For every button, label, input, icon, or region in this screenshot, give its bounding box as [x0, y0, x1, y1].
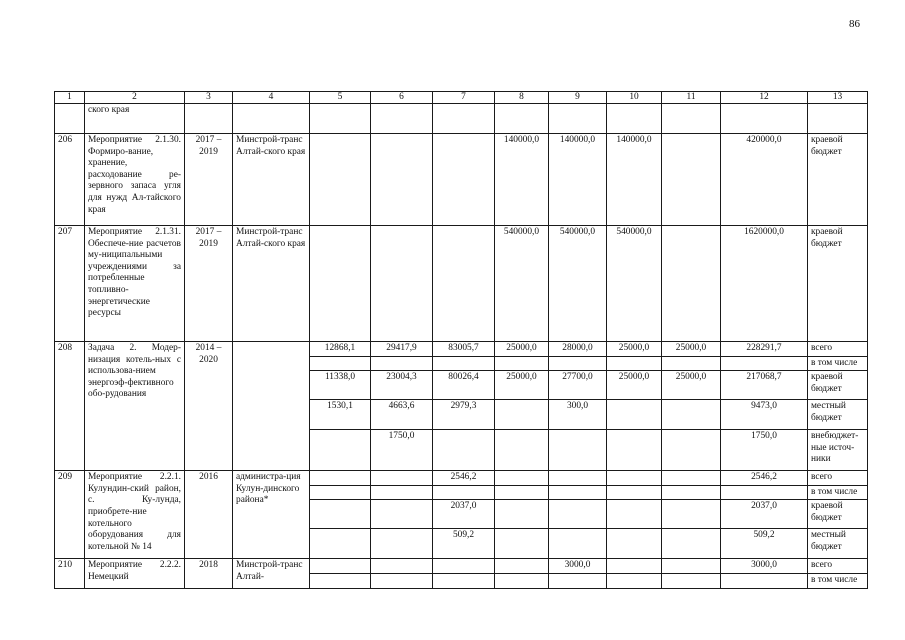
amount-cell [721, 356, 808, 371]
funding-source: краевой бюджет [808, 134, 868, 226]
row-number: 208 [55, 342, 85, 471]
amount-cell [495, 400, 549, 430]
amount-cell: 80026,4 [433, 371, 495, 400]
table-cell [55, 104, 85, 134]
amount-cell [433, 559, 495, 574]
amount-cell: 1750,0 [721, 430, 808, 471]
row-period: 2017 – 2019 [185, 134, 233, 226]
amount-cell [310, 430, 371, 471]
amount-cell: 83005,7 [433, 342, 495, 357]
amount-cell [549, 573, 607, 588]
amount-cell [495, 573, 549, 588]
amount-cell [607, 430, 662, 471]
amount-cell: 23004,3 [371, 371, 433, 400]
amount-cell [607, 573, 662, 588]
amount-cell [662, 559, 721, 574]
amount-cell [549, 485, 607, 500]
amount-cell [371, 134, 433, 226]
amount-cell [721, 485, 808, 500]
amount-cell [549, 356, 607, 371]
table-cell [371, 104, 433, 134]
amount-cell [662, 356, 721, 371]
table-cell [808, 104, 868, 134]
amount-cell [662, 529, 721, 559]
amount-cell: 540000,0 [607, 226, 662, 342]
row-period: 2014 – 2020 [185, 342, 233, 471]
column-header: 4 [233, 92, 310, 104]
amount-cell [662, 573, 721, 588]
amount-cell: 509,2 [721, 529, 808, 559]
amount-cell [433, 134, 495, 226]
amount-cell [371, 356, 433, 371]
funding-source: в том числе [808, 573, 868, 588]
amount-cell [662, 400, 721, 430]
column-header: 3 [185, 92, 233, 104]
row-period: 2017 – 2019 [185, 226, 233, 342]
column-header: 10 [607, 92, 662, 104]
row-number: 210 [55, 559, 85, 588]
amount-cell [721, 573, 808, 588]
table-cell [662, 104, 721, 134]
row-name: Мероприятие 2.1.30. Формиро-вание, хранение, расходование ре-зервного запаса угля для нужд Ал-тайского края [85, 134, 185, 226]
amount-cell [607, 471, 662, 486]
column-header: 13 [808, 92, 868, 104]
column-header: 1 [55, 92, 85, 104]
amount-cell: 4663,6 [371, 400, 433, 430]
budget-table [54, 91, 868, 589]
amount-cell [549, 500, 607, 529]
funding-source: краевой бюджет [808, 226, 868, 342]
amount-cell: 420000,0 [721, 134, 808, 226]
table-row [55, 226, 868, 342]
amount-cell [495, 471, 549, 486]
continuation-row [55, 104, 868, 134]
amount-cell: 25000,0 [662, 371, 721, 400]
amount-cell [433, 573, 495, 588]
amount-cell [607, 485, 662, 500]
column-header: 7 [433, 92, 495, 104]
amount-cell: 140000,0 [549, 134, 607, 226]
amount-cell [607, 400, 662, 430]
amount-cell [310, 559, 371, 574]
amount-cell: 540000,0 [549, 226, 607, 342]
amount-cell [310, 356, 371, 371]
amount-cell: 509,2 [433, 529, 495, 559]
amount-cell [495, 559, 549, 574]
amount-cell [662, 134, 721, 226]
amount-cell: 25000,0 [607, 371, 662, 400]
amount-cell: 2979,3 [433, 400, 495, 430]
amount-cell [310, 529, 371, 559]
amount-cell: 140000,0 [607, 134, 662, 226]
table-cell [721, 104, 808, 134]
amount-cell: 11338,0 [310, 371, 371, 400]
amount-cell: 28000,0 [549, 342, 607, 357]
amount-cell [662, 500, 721, 529]
amount-cell [549, 430, 607, 471]
row-name: Мероприятие 2.1.31. Обеспече-ние расчетов му-ниципальными учреждениями за потребленные топливно-энергетические ресурсы [85, 226, 185, 342]
funding-source: краевой бюджет [808, 500, 868, 529]
funding-source: местный бюджет [808, 400, 868, 430]
amount-cell [495, 500, 549, 529]
amount-cell: 228291,7 [721, 342, 808, 357]
amount-cell [433, 430, 495, 471]
column-header: 9 [549, 92, 607, 104]
table-cell [495, 104, 549, 134]
amount-cell: 3000,0 [721, 559, 808, 574]
table-row [55, 134, 868, 226]
amount-cell: 2546,2 [433, 471, 495, 486]
table-row [55, 559, 868, 574]
amount-cell [495, 430, 549, 471]
row-executor: Минстрой-транс Алтай-ского края [233, 226, 310, 342]
amount-cell: 27700,0 [549, 371, 607, 400]
amount-cell: 2546,2 [721, 471, 808, 486]
amount-cell [310, 226, 371, 342]
column-header: 8 [495, 92, 549, 104]
amount-cell [549, 471, 607, 486]
row-period: 2018 [185, 559, 233, 588]
row-executor: Минстрой-транс Алтай- [233, 559, 310, 588]
funding-source: всего [808, 471, 868, 486]
row-number: 207 [55, 226, 85, 342]
row-name: Мероприятие 2.2.1. Кулундин-ский район, с. Ку-лунда, приобрете-ние котельного оборудования для котельной № 14 [85, 471, 185, 559]
amount-cell: 1750,0 [371, 430, 433, 471]
table-row [55, 342, 868, 357]
amount-cell [607, 500, 662, 529]
table-cell [185, 104, 233, 134]
amount-cell [371, 226, 433, 342]
table-cell [549, 104, 607, 134]
row-number: 206 [55, 134, 85, 226]
funding-source: всего [808, 342, 868, 357]
amount-cell: 2037,0 [721, 500, 808, 529]
row-executor: Минстрой-транс Алтай-ского края [233, 134, 310, 226]
row-number: 209 [55, 471, 85, 559]
column-header: 2 [85, 92, 185, 104]
amount-cell [433, 226, 495, 342]
table-cell [607, 104, 662, 134]
amount-cell: 9473,0 [721, 400, 808, 430]
amount-cell: 1620000,0 [721, 226, 808, 342]
column-header: 5 [310, 92, 371, 104]
amount-cell [310, 471, 371, 486]
amount-cell [495, 529, 549, 559]
funding-source: краевой бюджет [808, 371, 868, 400]
row-period: 2016 [185, 471, 233, 559]
amount-cell: 300,0 [549, 400, 607, 430]
amount-cell: 25000,0 [607, 342, 662, 357]
amount-cell [549, 529, 607, 559]
table-cell [310, 104, 371, 134]
amount-cell: 2037,0 [433, 500, 495, 529]
table-cell [233, 104, 310, 134]
funding-source: в том числе [808, 356, 868, 371]
funding-source: в том числе [808, 485, 868, 500]
amount-cell [371, 559, 433, 574]
amount-cell [371, 485, 433, 500]
funding-source: внебюджет-ные источ-ники [808, 430, 868, 471]
amount-cell [607, 356, 662, 371]
row-name: Задача 2. Модер-низация котель-ных с использова-нием энергоэф-фективного обо-рудования [85, 342, 185, 471]
column-header: 12 [721, 92, 808, 104]
amount-cell: 29417,9 [371, 342, 433, 357]
funding-source: местный бюджет [808, 529, 868, 559]
amount-cell [310, 500, 371, 529]
amount-cell [371, 500, 433, 529]
row-name: Мероприятие 2.2.2. Немецкий [85, 559, 185, 588]
amount-cell: 3000,0 [549, 559, 607, 574]
amount-cell [433, 356, 495, 371]
amount-cell [607, 529, 662, 559]
amount-cell [662, 226, 721, 342]
header-row [55, 92, 868, 104]
amount-cell [310, 573, 371, 588]
funding-source: всего [808, 559, 868, 574]
amount-cell [371, 529, 433, 559]
column-header: 6 [371, 92, 433, 104]
amount-cell [607, 559, 662, 574]
row-executor: администра-ция Кулун-динского района* [233, 471, 310, 559]
page-number: 86 [849, 18, 860, 30]
amount-cell: 25000,0 [495, 371, 549, 400]
row-executor [233, 342, 310, 471]
amount-cell: 540000,0 [495, 226, 549, 342]
table-cell-name: ского края [85, 104, 185, 134]
amount-cell: 25000,0 [662, 342, 721, 357]
amount-cell [662, 485, 721, 500]
amount-cell [433, 485, 495, 500]
amount-cell: 217068,7 [721, 371, 808, 400]
table-row [55, 471, 868, 486]
amount-cell: 25000,0 [495, 342, 549, 357]
amount-cell [495, 356, 549, 371]
amount-cell [310, 485, 371, 500]
amount-cell: 140000,0 [495, 134, 549, 226]
amount-cell [371, 573, 433, 588]
amount-cell [371, 471, 433, 486]
amount-cell [310, 134, 371, 226]
amount-cell [662, 430, 721, 471]
amount-cell: 1530,1 [310, 400, 371, 430]
amount-cell [662, 471, 721, 486]
amount-cell: 12868,1 [310, 342, 371, 357]
amount-cell [495, 485, 549, 500]
column-header: 11 [662, 92, 721, 104]
table-cell [433, 104, 495, 134]
